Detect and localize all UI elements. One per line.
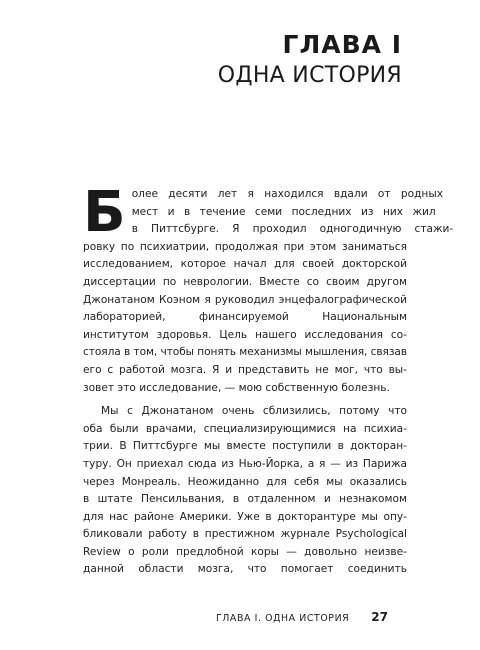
text-line: данной области мозга, что помогает соединить: [83, 563, 407, 576]
chapter-title: ОДНА ИСТОРИЯ: [217, 63, 402, 88]
chapter-label: ГЛАВА I: [282, 30, 402, 59]
drop-cap: Б: [83, 180, 126, 245]
text-line: Review о роли предлобной коры — довольно неизве-: [83, 545, 407, 558]
paragraph-2: [83, 403, 407, 579]
text-line: зовет это исследование, — мою собственную болезнь.: [83, 381, 390, 394]
text-line: трии. В Питтсбурге мы вместе поступили в докторан-: [83, 440, 407, 453]
text-line: бликовали работу в престижном журнале Psychological: [83, 528, 407, 541]
text-line: туру. Он приехал сюда из Нью-Йорка, а я — из Парижа: [83, 457, 407, 470]
text-line: его с работой мозга. Я и представить не мог, что вы-: [83, 363, 407, 376]
running-head: ГЛАВА I. ОДНА ИСТОРИЯ: [215, 613, 350, 624]
paragraph-1: [83, 180, 454, 397]
text-line: Мы с Джонатаном очень сблизились, потому что: [101, 405, 407, 418]
text-line: ровку по психиатрии, продолжая при этом заниматься: [83, 240, 407, 253]
text-line: лабораторией, финансируемой Национальным: [83, 311, 407, 324]
text-line: оба были врачами, специализирующимися на психиа-: [83, 422, 407, 435]
page-number: 27: [371, 610, 388, 624]
text-line: мест и в течение семи последних из них жил: [131, 205, 436, 218]
text-line: диссертации по неврологии. Вместе со своим другом: [83, 275, 407, 288]
text-line: в штате Пенсильвания, в отдаленном и незнакомом: [83, 493, 407, 506]
text-line: стояла в том, чтобы понять механизмы мышления, связав: [83, 346, 407, 359]
page-footer: [216, 610, 388, 624]
chapter-header: [218, 30, 402, 90]
text-line: для нас районе Америки. Уже в докторантуре мы опу-: [83, 510, 407, 523]
text-line: исследованием, которое начал для своей докторской: [83, 258, 407, 271]
text-line: через Монреаль. Неожиданно для себя мы оказались: [83, 475, 407, 488]
text-line: в Питтсбурге. Я проходил одногодичную стажи-: [131, 223, 454, 236]
text-line: институтом здоровья. Цель нашего исследования со-: [83, 328, 407, 341]
body-text: [83, 180, 454, 579]
text-line: олее десяти лет я находился вдали от родных: [131, 188, 443, 200]
text-line: Джонатаном Коэном я руководил энцефалографической: [83, 293, 407, 306]
